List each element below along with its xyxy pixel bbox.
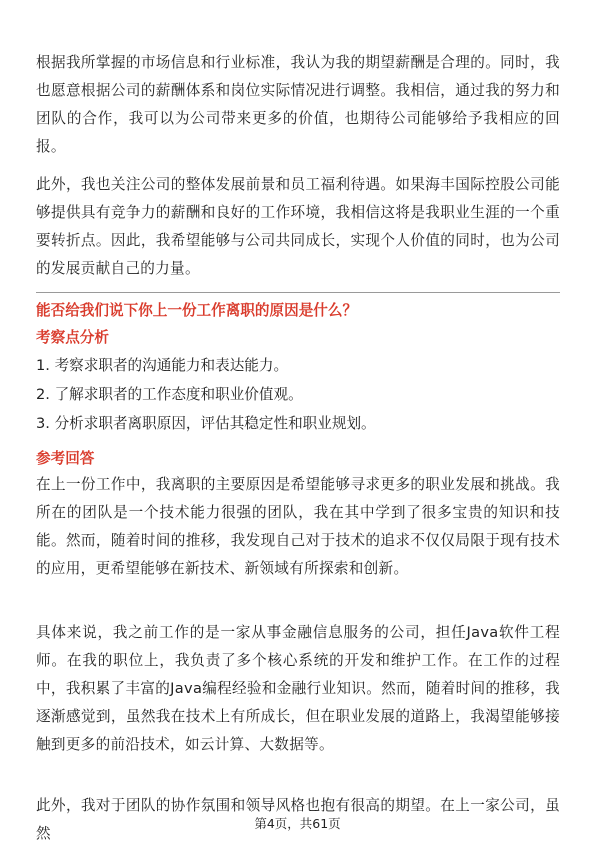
paragraph-expected-salary: 根据我所掌握的市场信息和行业标准，我认为我的期望薪酬是合理的。同时，我也愿意根据公司的薪酬体系和岗位实际情况进行调整。我相信，通过我的努力和团队的合作，我可以为公司带来更多的价值，也期待公司能够给予我相应的回报。 — [36, 54, 560, 155]
answer-heading: 参考回答 — [36, 450, 95, 467]
analysis-item-3: 3. 分析求职者离职原因，评估其稳定性和职业规划。 — [36, 415, 376, 432]
paragraph-company-outlook: 此外，我也关注公司的整体发展前景和员工福利待遇。如果海丰国际控股公司能够提供具有竞争力的薪酬和良好的工作环境，我相信这将是我职业生涯的一个重要转折点。因此，我希望能够与公司共同成长，实现个人价值的同时，也为公司的发展贡献自己的力量。 — [36, 176, 560, 277]
page-number: 第4页，共61页 — [254, 816, 341, 831]
question-title: 能否给我们说下你上一份工作离职的原因是什么？ — [36, 302, 358, 319]
section-divider — [36, 292, 560, 293]
document-page — [36, 0, 560, 842]
analysis-item-2: 2. 了解求职者的工作态度和职业价值观。 — [36, 386, 303, 403]
analysis-heading: 考察点分析 — [36, 329, 109, 346]
answer-paragraph-3: 此外，我对于团队的协作氛围和领导风格也抱有很高的期望。在上一家公司，虽然 — [36, 797, 560, 842]
analysis-item-1: 1. 考察求职者的沟通能力和表达能力。 — [36, 357, 289, 374]
answer-paragraph-2: 具体来说，我之前工作的是一家从事金融信息服务的公司，担任Java软件工程师。在我的职位上，我负责了多个核心系统的开发和维护工作。在工作的过程中，我积累了丰富的Java编程经验和金融行业知识。然而，随着时间的推移，我逐渐感觉到，虽然我在技术上有所成长，但在职业发展的道路上，我渴望能够接触到更多的前沿技术，如云计算、大数据等。 — [36, 624, 560, 753]
answer-paragraph-1: 在上一份工作中，我离职的主要原因是希望能够寻求更多的职业发展和挑战。我所在的团队是一个技术能力很强的团队，我在其中学到了很多宝贵的知识和技能。然而，随着时间的推移，我发现自己对于技术的追求不仅仅局限于现有技术的应用，更希望能够在新技术、新领域有所探索和创新。 — [36, 476, 560, 577]
